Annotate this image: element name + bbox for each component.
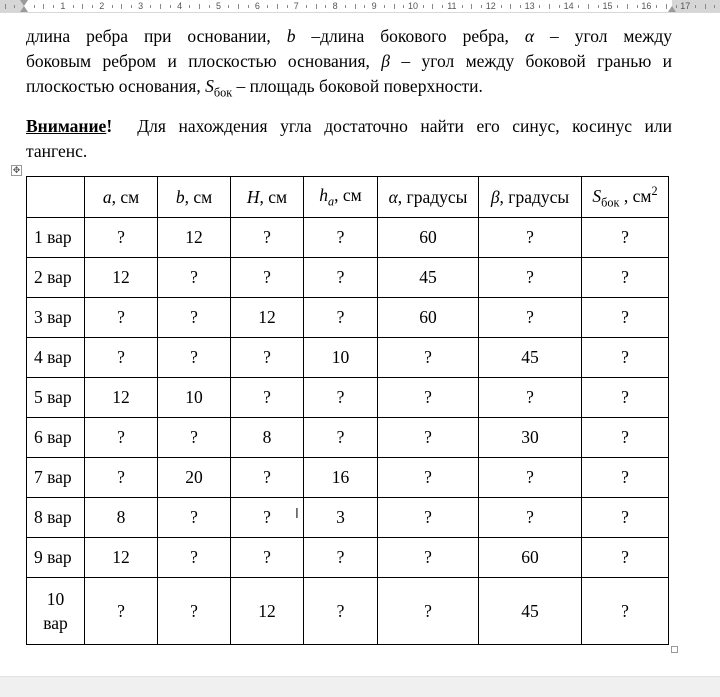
table-row (27, 298, 669, 338)
table-cell[interactable]: ? (479, 458, 582, 498)
header-variable: S (592, 185, 602, 206)
table-cell[interactable]: ? (582, 298, 669, 338)
ruler-tick (364, 5, 365, 8)
text-run: – площадь боковой поверхности. (232, 76, 483, 96)
table-cell[interactable]: ? (378, 458, 479, 498)
description-paragraph (26, 24, 672, 106)
ruler-tick (199, 4, 200, 9)
table-header-cell[interactable] (85, 177, 158, 218)
ruler-tick (676, 5, 677, 8)
ruler-tick (355, 4, 356, 9)
table-cell[interactable]: ? (85, 218, 158, 258)
ruler-tick (34, 5, 35, 8)
table-cell[interactable]: ? (304, 538, 378, 578)
variant-label-cell[interactable]: 5 вар (27, 378, 85, 418)
table-header-cell[interactable] (582, 177, 669, 218)
ruler-tick (112, 5, 113, 8)
text-run: – угол между боковой гранью и (390, 51, 672, 71)
var-beta: β (381, 51, 390, 71)
ruler-tick (345, 5, 346, 8)
ruler-tick (578, 5, 579, 8)
table-cell[interactable]: 45 (479, 578, 582, 645)
table-cell[interactable]: ? (582, 418, 669, 458)
variant-label-cell[interactable]: 8 вар (27, 498, 85, 538)
table-row (27, 338, 669, 378)
table-row (27, 538, 669, 578)
variant-label-cell[interactable]: 3 вар (27, 298, 85, 338)
variant-label-cell[interactable]: 7 вар (27, 458, 85, 498)
table-row (27, 458, 669, 498)
table-header-row (27, 177, 669, 218)
ruler-number: 12 (485, 1, 496, 11)
table-cell[interactable]: ? (582, 218, 669, 258)
table-cell[interactable]: 10 (304, 338, 378, 378)
table-cell[interactable]: ? (582, 458, 669, 498)
text-cursor-icon: I (295, 507, 299, 522)
table-cell[interactable]: ? (231, 538, 304, 578)
table-cell[interactable]: ? (479, 378, 582, 418)
table-cell[interactable]: ? (378, 378, 479, 418)
table-cell[interactable]: ? (158, 338, 231, 378)
ruler-tick (325, 5, 326, 8)
table-cell[interactable]: ? (304, 418, 378, 458)
table-cell[interactable]: ? (158, 578, 231, 645)
attention-exclamation: ! (106, 116, 113, 136)
table-cell[interactable]: ? (231, 338, 304, 378)
table-cell[interactable]: 12 (158, 218, 231, 258)
var-alpha: α (524, 26, 535, 46)
text-run: длина ребра при основании, (26, 26, 287, 46)
table-cell[interactable]: ? (85, 418, 158, 458)
table-header-cell[interactable] (158, 177, 231, 218)
table-row (27, 418, 669, 458)
var-s: S (205, 76, 214, 96)
table-cell[interactable]: ? (158, 418, 231, 458)
table-cell[interactable]: ? (231, 218, 304, 258)
header-unit: , см (619, 185, 652, 206)
table-cell[interactable]: ? (582, 338, 669, 378)
table-cell[interactable]: ? (479, 298, 582, 338)
variant-label-line: 10 (46, 589, 65, 609)
ruler-tick (549, 4, 550, 9)
table-cell[interactable]: ? (378, 538, 479, 578)
header-unit: , градусы (397, 186, 468, 207)
ruler-tick (462, 5, 463, 8)
ruler-tick (287, 5, 288, 8)
ruler-tick (705, 4, 706, 9)
ruler-number: 15 (602, 1, 613, 11)
ruler-tick (442, 5, 443, 8)
ruler-tick (131, 5, 132, 8)
table-cell[interactable]: ? (158, 258, 231, 298)
ruler-tick (170, 5, 171, 8)
ruler-tick (423, 5, 424, 8)
ruler-number: 10 (407, 1, 419, 11)
table-cell[interactable]: 8 (85, 498, 158, 538)
ruler-number: 3 (138, 1, 144, 11)
table-cell[interactable]: 12 (231, 298, 304, 338)
table-cell[interactable]: ? (158, 498, 231, 538)
table-header-cell[interactable] (231, 177, 304, 218)
ruler-tick (121, 4, 122, 9)
table-row (27, 218, 669, 258)
table-cell[interactable]: 3 (304, 498, 378, 538)
table-cell[interactable]: ? (582, 538, 669, 578)
table-row (27, 498, 669, 538)
ruler-tick (53, 5, 54, 8)
ruler-tick (695, 5, 696, 8)
table-cell[interactable]: 60 (378, 298, 479, 338)
ruler-tick (714, 5, 715, 8)
ruler-number: 5 (215, 1, 222, 11)
ruler-tick (73, 5, 74, 8)
table-row (27, 378, 669, 418)
header-variable: h (319, 184, 329, 205)
variant-label-cell[interactable]: 2 вар (27, 258, 85, 298)
ruler-tick (238, 4, 239, 9)
table-cell[interactable]: ? (304, 578, 378, 645)
ruler-number: 14 (563, 1, 574, 11)
header-variable: β (490, 186, 500, 207)
ruler-tick (588, 4, 589, 9)
table-cell[interactable]: ? (378, 578, 479, 645)
ruler-number: 8 (332, 1, 338, 11)
ruler-tick (617, 5, 618, 8)
header-subscript: бок (601, 195, 620, 210)
table-header-cell[interactable] (479, 177, 582, 218)
table-cell[interactable]: 10 (158, 378, 231, 418)
ruler-tick (209, 5, 210, 8)
ruler-tick (267, 5, 268, 8)
ruler-tick (559, 5, 560, 8)
header-unit: , см (184, 186, 213, 207)
table-cell[interactable]: ? (304, 218, 378, 258)
table-resize-handle[interactable] (671, 646, 678, 653)
table-row (27, 578, 669, 645)
table-cell[interactable]: ? (582, 578, 669, 645)
ruler-tick (228, 5, 229, 8)
table-cell[interactable]: ? (582, 498, 669, 538)
table-cell[interactable]: 12 (85, 258, 158, 298)
table-cell[interactable]: ? (304, 378, 378, 418)
table-header-cell[interactable] (304, 177, 378, 218)
table-cell[interactable]: ? (582, 378, 669, 418)
table-cell[interactable]: ? (479, 218, 582, 258)
text-run: плоскостью основания, (26, 76, 206, 96)
attention-paragraph (26, 114, 672, 164)
ruler-tick (501, 5, 502, 8)
ruler-tick (520, 5, 521, 8)
ruler-tick (510, 4, 511, 9)
table-cell[interactable]: ? (158, 538, 231, 578)
variant-label-cell[interactable]: 4 вар (27, 338, 85, 378)
attention-label: Внимание (26, 116, 107, 136)
table-cell[interactable]: 60 (378, 218, 479, 258)
ruler-tick (82, 4, 83, 9)
table-cell[interactable]: ? (231, 378, 304, 418)
ruler-tick (277, 4, 278, 9)
ruler-tick (92, 5, 93, 8)
ruler-number: 6 (254, 1, 260, 11)
ruler-tick (471, 4, 472, 9)
text-run: Для нахождения угла достаточно найти его синус, косинус или (112, 116, 672, 136)
table-row (27, 258, 669, 298)
header-variable: H (246, 186, 260, 207)
table-cell[interactable]: ? (304, 258, 378, 298)
move-icon[interactable]: ✥ (12, 166, 21, 176)
ruler-tick (666, 4, 667, 9)
table-cell[interactable]: 45 (378, 258, 479, 298)
ruler-tick (150, 5, 151, 8)
table-cell[interactable]: ? (158, 298, 231, 338)
ruler-tick (481, 5, 482, 8)
table-cell[interactable]: ? (85, 578, 158, 645)
var-b: b (286, 26, 296, 46)
ruler-tick (189, 5, 190, 8)
ruler-tick (248, 5, 249, 8)
text-run: тангенс. (26, 141, 88, 161)
variant-label-cell[interactable] (27, 578, 85, 645)
ruler-tick (316, 4, 317, 9)
table-cell[interactable]: ? (378, 338, 479, 378)
ruler-tick (403, 5, 404, 8)
table-header-cell[interactable] (27, 177, 85, 218)
header-unit: , см (334, 184, 362, 205)
ruler-number: 9 (371, 1, 377, 11)
ruler-tick (656, 5, 657, 8)
table-cell[interactable]: ? (231, 458, 304, 498)
table-cell[interactable]: 60 (479, 538, 582, 578)
table-cell[interactable]: 8 (231, 418, 304, 458)
text-run: боковым ребром и плоскостью основания, (26, 51, 382, 71)
variant-label-line: вар (43, 613, 68, 633)
table-cell[interactable]: ? (85, 338, 158, 378)
text-run: –длина бокового ребра, (295, 26, 525, 46)
table-cell[interactable]: ? (479, 498, 582, 538)
ruler-tick (43, 4, 44, 9)
ruler-number: 11 (447, 1, 457, 11)
table-cell[interactable]: 45 (479, 338, 582, 378)
header-variable: b (175, 186, 185, 207)
table-cell[interactable]: 20 (158, 458, 231, 498)
table-cell[interactable]: 12 (231, 578, 304, 645)
ruler-number: 13 (524, 1, 535, 11)
table-cell[interactable]: ? (304, 298, 378, 338)
ruler-tick (14, 5, 15, 8)
text-run: – угол между (534, 26, 672, 46)
ruler-tick (384, 5, 385, 8)
var-s-subscript: бок (213, 85, 233, 100)
header-unit: , градусы (499, 186, 570, 207)
left-indent-marker[interactable] (20, 6, 28, 12)
variants-table (26, 176, 669, 645)
ruler-number: 17 (680, 1, 691, 11)
table-cell[interactable]: ? (231, 258, 304, 298)
table-cell[interactable]: 12 (85, 378, 158, 418)
table-cell[interactable]: ? (378, 418, 479, 458)
table-cell[interactable]: ? (231, 498, 304, 538)
ruler-number: 7 (293, 1, 299, 11)
table-cell[interactable]: ? (378, 498, 479, 538)
table-cell[interactable]: 12 (85, 538, 158, 578)
ruler-number: 2 (99, 1, 105, 11)
table-cell[interactable]: ? (85, 458, 158, 498)
ruler-tick (539, 5, 540, 8)
table-cell[interactable]: ? (85, 298, 158, 338)
page-gap (0, 676, 720, 697)
table-cell[interactable]: ? (479, 258, 582, 298)
ruler-number: 16 (641, 1, 652, 11)
variant-label-cell[interactable]: 9 вар (27, 538, 85, 578)
ruler-tick (432, 4, 433, 9)
ruler-number: 4 (177, 1, 183, 11)
ruler-tick (160, 4, 161, 9)
header-variable: a (102, 186, 112, 207)
header-unit: , см (259, 186, 288, 207)
header-variable: α (388, 186, 398, 207)
ruler-tick (627, 4, 628, 9)
ruler-tick (306, 5, 307, 8)
variant-label-cell[interactable]: 6 вар (27, 418, 85, 458)
header-unit: , см (111, 186, 140, 207)
variant-label-cell[interactable]: 1 вар (27, 218, 85, 258)
header-subscript: a (328, 194, 335, 209)
ruler-tick (5, 4, 6, 9)
ruler-tick (394, 4, 395, 9)
horizontal-ruler[interactable] (0, 0, 720, 13)
table-header-cell[interactable] (378, 177, 479, 218)
header-superscript: 2 (651, 183, 658, 198)
table-cell[interactable]: ? (582, 258, 669, 298)
ruler-tick (637, 5, 638, 8)
table-cell[interactable]: 30 (479, 418, 582, 458)
ruler-tick (598, 5, 599, 8)
ruler-number: 1 (60, 1, 66, 11)
table-cell[interactable]: 16 (304, 458, 378, 498)
